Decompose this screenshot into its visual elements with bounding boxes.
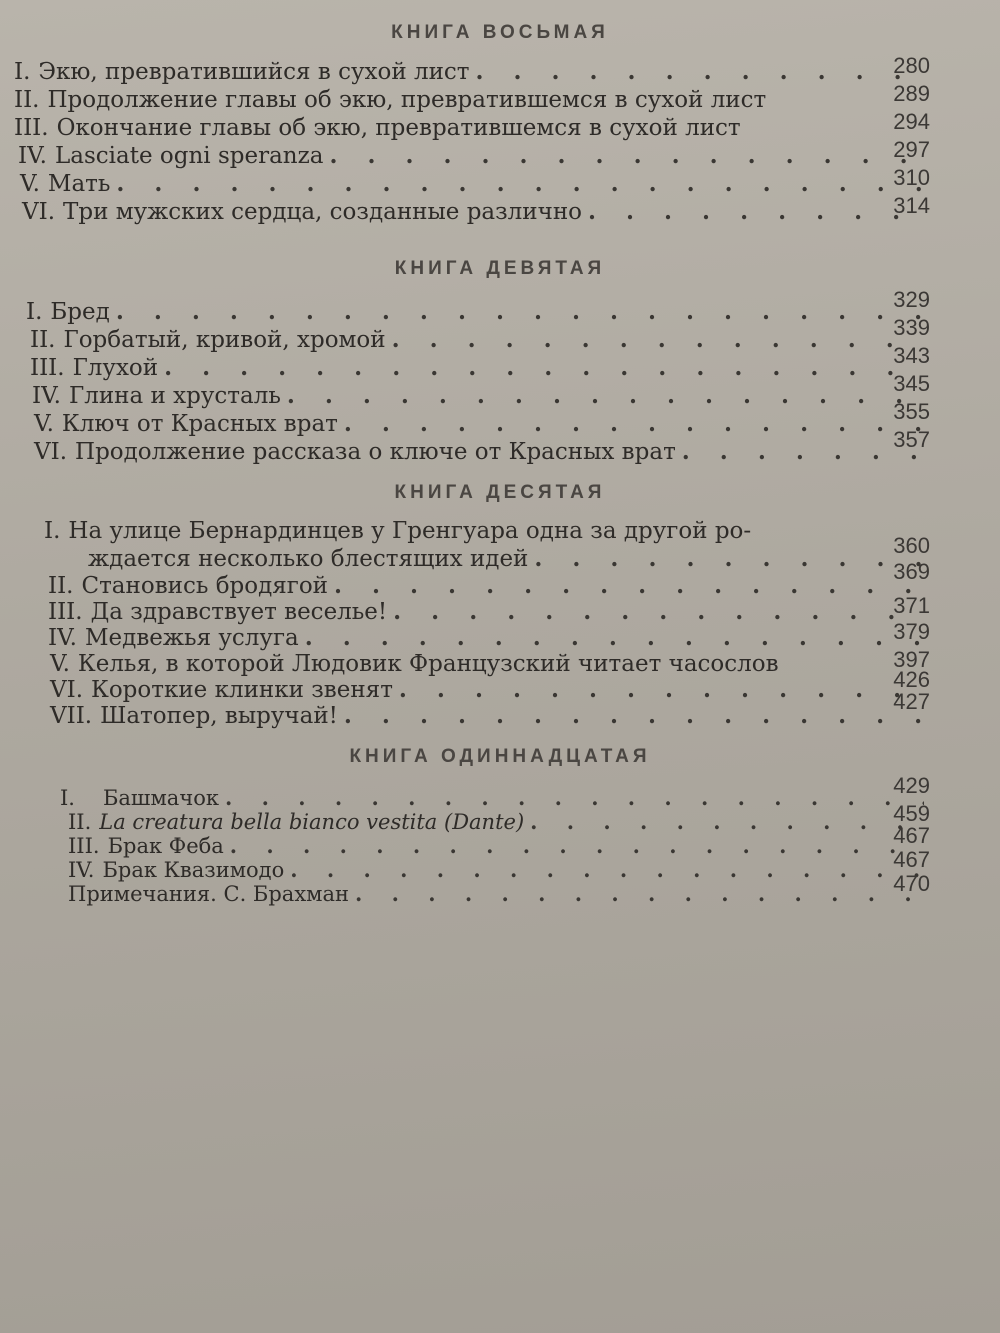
leader-dots: [230, 834, 924, 858]
entry-page: 429: [893, 773, 930, 798]
entry-title: Продолжение рассказа о ключе от Красных врат: [75, 439, 676, 465]
toc-entry: [48, 593, 930, 625]
toc-entry: [34, 427, 930, 466]
toc-entry: [44, 518, 930, 573]
entry-title: Горбатый, кривой, хромой: [63, 327, 386, 353]
book-heading: КНИГА ДЕВЯТАЯ: [394, 258, 606, 279]
entry-title: Мать: [47, 171, 111, 197]
toc-entry: [68, 847, 930, 882]
entry-page: 289: [893, 81, 930, 106]
entry-page: 397: [893, 647, 930, 672]
toc-entry: [18, 137, 930, 170]
toc-entry: [68, 871, 930, 906]
toc-entry: [26, 287, 930, 326]
toc-entry: [14, 53, 930, 86]
entry-title: Lasciate ogni speranza: [55, 143, 324, 169]
entry-title: Становись бродягой: [81, 573, 329, 599]
entry-number: V.: [20, 171, 40, 197]
leader-dots: [290, 858, 924, 882]
book-heading: КНИГА ВОСЬМАЯ: [391, 22, 609, 43]
entry-number: IV.: [68, 858, 95, 882]
entry-title-continued: ждается несколько блестящих идей: [88, 546, 529, 572]
leader-dots: [344, 703, 924, 729]
entry-number: VII.: [50, 703, 93, 729]
toc-entry: [30, 315, 930, 354]
entry-page: 467: [893, 823, 930, 848]
leader-dots: [399, 677, 924, 703]
entry-page: 343: [893, 343, 930, 368]
leader-dots: [164, 354, 924, 381]
entry-number: II.: [48, 573, 74, 599]
entry-page: 427: [893, 689, 930, 714]
leader-dots: [225, 786, 924, 810]
entry-number: V.: [34, 411, 54, 437]
toc-entry: [20, 165, 930, 198]
book-ten-entries: [0, 518, 1000, 729]
entry-number: I.: [14, 59, 31, 85]
toc-entry: [34, 399, 930, 438]
entry-page: 310: [893, 165, 930, 190]
entry-number: IV.: [18, 143, 47, 169]
entry-title: Ключ от Красных врат: [61, 411, 338, 437]
leader-dots: [334, 573, 924, 599]
leader-dots: [329, 142, 924, 170]
toc-entry: [68, 823, 930, 858]
leader-dots: [392, 326, 924, 353]
book-heading: КНИГА ОДИННАДЦАТАЯ: [349, 746, 651, 767]
entry-title: Келья, в которой Людовик Французский читает часослов: [77, 651, 779, 677]
entry-title: La creatura bella bianco vestita (Dante): [99, 810, 525, 834]
entry-number: VI.: [50, 677, 84, 703]
entry-number: II.: [30, 327, 56, 353]
leader-dots: [287, 382, 924, 409]
toc-entry: [14, 81, 930, 114]
toc-entry: [48, 619, 930, 651]
entry-number: IV.: [32, 383, 61, 409]
entry-number: III.: [14, 115, 49, 141]
entry-page: 280: [893, 53, 930, 78]
entry-title: Да здравствует веселье!: [90, 599, 388, 625]
toc-entry: [14, 109, 930, 142]
entry-page: 345: [893, 371, 930, 396]
entry-number: IV.: [48, 625, 77, 651]
entry-page: 355: [893, 399, 930, 424]
entry-number: II.: [68, 810, 92, 834]
entry-title: Глухой: [72, 355, 159, 381]
entry-page: 459: [893, 801, 930, 826]
book-nine-entries: [0, 287, 1000, 466]
entry-page: 297: [893, 137, 930, 162]
entry-number: VI.: [34, 439, 68, 465]
entry-page: 426: [893, 667, 930, 692]
book-eleven-entries: [0, 773, 1000, 906]
entry-page: 369: [893, 559, 930, 584]
entry-page: 360: [893, 533, 930, 558]
entry-page: 329: [893, 287, 930, 312]
toc-entry: [50, 667, 930, 703]
toc-entry: [68, 801, 930, 834]
book-eight-entries: [0, 53, 1000, 226]
entry-page: 470: [893, 871, 930, 896]
entry-title: Брак Феба: [107, 834, 224, 858]
leader-dots: [305, 625, 924, 651]
entry-number: III.: [48, 599, 83, 625]
entry-number: I.: [60, 786, 75, 810]
toc-entry: [32, 371, 930, 410]
leader-dots: [116, 170, 924, 198]
entry-title: Продолжение главы об экю, превратившемся в сухой лист: [47, 87, 767, 113]
entry-title: На улице Бернардинцев у Гренгуара одна за другой ро-: [68, 518, 752, 544]
entry-title: Экю, превратившийся в сухой лист: [38, 59, 470, 85]
entry-number: I.: [26, 299, 43, 325]
entry-title: Бред: [50, 299, 110, 325]
entry-number: III.: [30, 355, 65, 381]
entry-number: VI.: [22, 199, 56, 225]
entry-title: Короткие клинки звенят: [91, 677, 393, 703]
entry-title: Глина и хрусталь: [69, 383, 281, 409]
entry-number: I.: [44, 518, 61, 544]
toc-entry: [30, 343, 930, 382]
entry-number: V.: [50, 651, 70, 677]
entry-title: Шатопер, выручай!: [100, 703, 338, 729]
toc-entry: [22, 193, 930, 226]
leader-dots: [116, 298, 924, 325]
entry-title: Башмачок: [102, 786, 219, 810]
leader-dots: [393, 599, 924, 625]
toc-entry: [50, 647, 930, 677]
toc-entry: [60, 773, 930, 810]
leader-dots: [344, 410, 924, 437]
entry-title: Три мужских сердца, созданные различно: [63, 199, 583, 225]
entry-title: Примечания. С. Брахман: [68, 882, 350, 906]
book-heading: КНИГА ДЕСЯТАЯ: [394, 482, 606, 503]
entry-page: 357: [893, 427, 930, 452]
entry-page: 314: [893, 193, 930, 218]
entry-page: 339: [893, 315, 930, 340]
leader-dots: [355, 882, 924, 906]
entry-number: II.: [14, 87, 40, 113]
entry-page: 371: [893, 593, 930, 618]
entry-title: Окончание главы об экю, превратившемся в сухой лист: [56, 115, 741, 141]
entry-page: 294: [893, 109, 930, 134]
entry-page: 379: [893, 619, 930, 644]
entry-page: 467: [893, 847, 930, 872]
entry-number: III.: [68, 834, 100, 858]
entry-title: Брак Квазимодо: [102, 858, 285, 882]
entry-title: Медвежья услуга: [85, 625, 299, 651]
